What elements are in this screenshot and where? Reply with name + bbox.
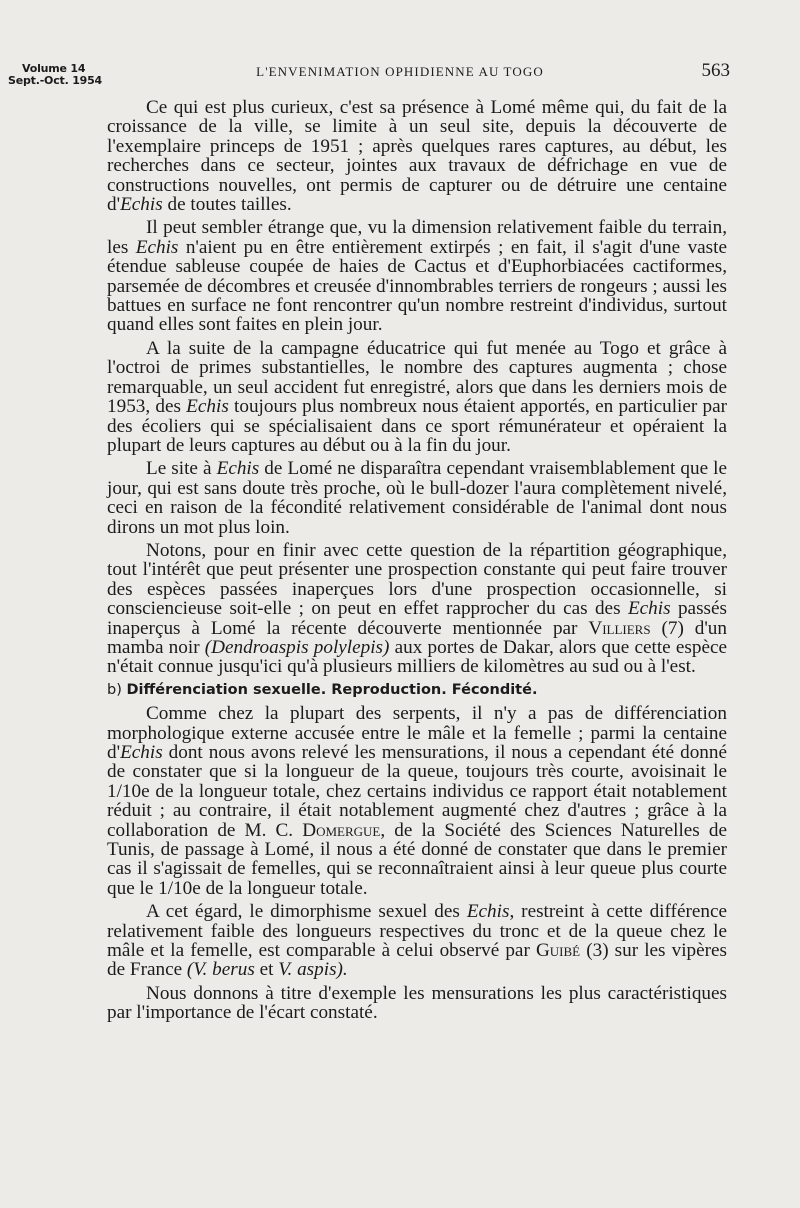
article-body — [107, 98, 727, 1027]
paragraph: Il peut sembler étrange que, vu la dimension relativement faible du terrain, les Echis n'aient pu en être entièrement extirpés ; en fait, il s'agit d'une vaste étendue sableuse coupée de haies de Cactus et d'Euphorbiacées cactiformes, parsemée de décombres et creusée d'innombrables terriers de rongeurs ; aussi les battues en surface ne font rencontrer qu'un nombre restreint d'individus, surtout quand elles sont faites en plein jour. — [107, 217, 727, 336]
page-number: 563 — [701, 60, 730, 81]
paragraph: A cet égard, le dimorphisme sexuel des Echis, restreint à cette différence relativement faible des longueurs respectives du tronc et de la queue chez le mâle et la femelle, est comparable à celui observé par Guibé (3) sur les vipères de France (V. berus et V. aspis). — [107, 901, 728, 981]
section-heading — [107, 681, 727, 700]
paragraph: Nous donnons à titre d'exemple les mensurations les plus caractéristiques par l'importance de l'écart constaté. — [107, 982, 727, 1024]
running-title: L'ENVENIMATION OPHIDIENNE AU TOGO — [256, 64, 544, 79]
paragraph: Comme chez la plupart des serpents, il n'y a pas de différenciation morphologique externe accusée entre le mâle et la femelle ; parmi la centaine d'Echis dont nous avons relevé les mensurations, il nous a cependant été donné de constater que si la longueur de la queue, toujours très courte, avoisinait le 1/10e de la longueur totale, chez certains individus ce rapport était notablement réduit ; au contraire, il était notablement augmenté chez d'autres ; grâce à la collaboration de M. C. Domergue, de la Société des Sciences Naturelles de Tunis, de passage à Lomé, il nous a été donné de constater que dans le premier cas il s'agissait de femelles, qui se reconnaîtraient ainsi à leur queue plus courte que le 1/10e de la longueur totale. — [107, 703, 727, 899]
paragraph: Ce qui est plus curieux, c'est sa présence à Lomé même qui, du fait de la croissance de la ville, se limite à un seul site, depuis la découverte de l'exemplaire princeps de 1951 ; après quelques rares captures, au début, les recherches dans ce secteur, jointes aux travaux de défrichage en vue de constructions nouvelles, ont permis de capturer ou de détruire une centaine d'Echis de toutes tailles. — [107, 97, 727, 216]
paragraph: A la suite de la campagne éducatrice qui fut menée au Togo et grâce à l'octroi de primes substantielles, le nombre des captures augmenta ; chose remarquable, un seul accident fut enregistré, alors que dans les derniers mois de 1953, des Echis toujours plus nombreux nous étaient apportés, en particulier par des écoliers qui se spécialisaient dans ce sport rémunérateur et opéraient la plupart de leurs captures au début ou à la fin du jour. — [107, 337, 728, 456]
paragraph: Le site à Echis de Lomé ne disparaîtra cependant vraisemblablement que le jour, qui est sans doute très proche, où le bull-dozer l'aura complètement nivelé, ceci en raison de la fécondité relativement considérable de l'animal dont nous dirons un mot plus loin. — [107, 458, 727, 538]
paragraph: Notons, pour en finir avec cette question de la répartition géographique, tout l'intérêt que peut présenter une prospection constante qui peut faire trouver des espèces passées inaperçues lors d'une prospection occasionnelle, si consciencieuse soit-elle ; on peut en effet rapprocher du cas des Echis passés inaperçus à Lomé la récente découverte mentionnée par Villiers (7) d'un mamba noir (Dendroaspis polylepis) aux portes de Dakar, alors que cette espèce n'était connue jusqu'ici qu'à plusieurs milliers de kilomètres au sud ou à l'est. — [107, 539, 727, 678]
volume-number: Volume 14 — [22, 62, 86, 75]
section-title: Différenciation sexuelle. Reproduction. Fécondité. — [126, 681, 538, 698]
issue-date: Sept.-Oct. 1954 — [8, 74, 103, 87]
section-letter: b) — [107, 681, 122, 698]
